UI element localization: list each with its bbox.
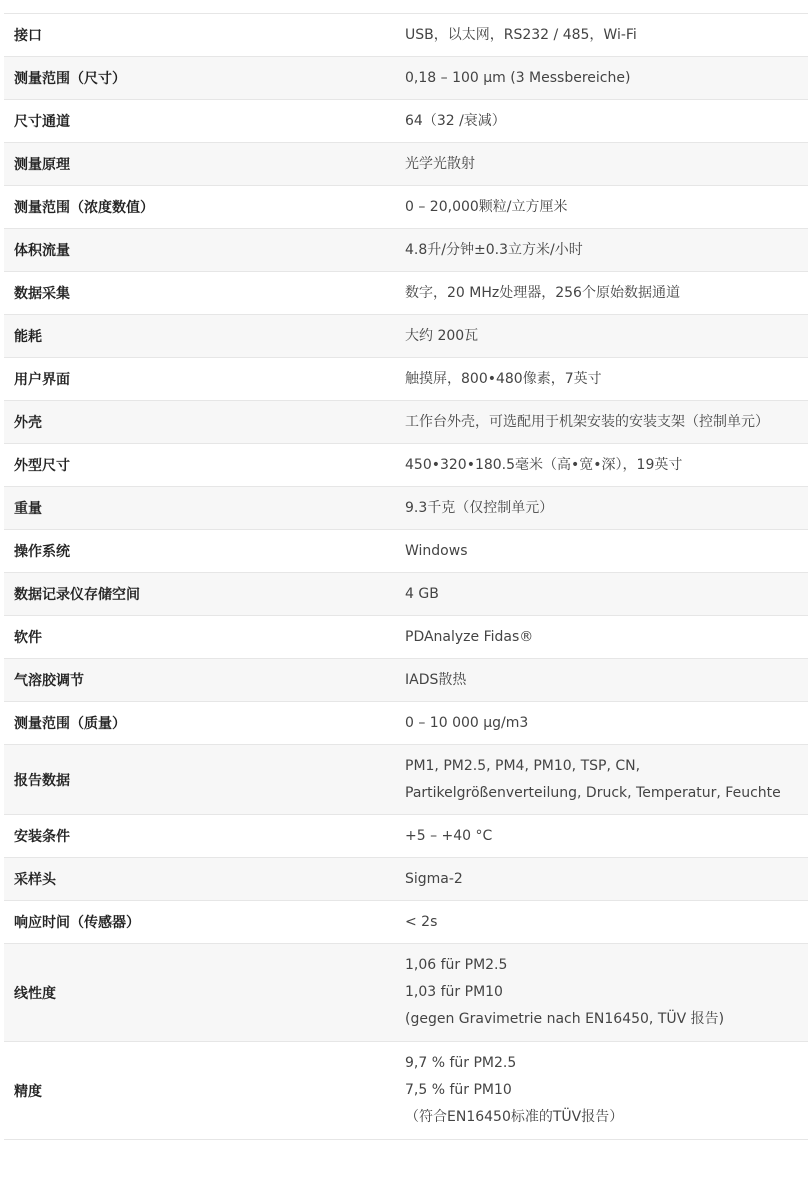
spec-label: 测量原理 bbox=[14, 157, 70, 173]
spec-row bbox=[4, 1042, 808, 1140]
spec-label: 操作系统 bbox=[14, 544, 70, 560]
spec-row bbox=[4, 659, 808, 702]
spec-label: 采样头 bbox=[14, 872, 56, 888]
spec-value bbox=[395, 487, 808, 530]
spec-label: 测量范围（质量） bbox=[14, 716, 126, 732]
spec-label: 线性度 bbox=[14, 985, 56, 1002]
spec-row bbox=[4, 702, 808, 745]
spec-value-line: (gegen Gravimetrie nach EN16450, TÜV 报告) bbox=[405, 1011, 725, 1027]
spec-value-line: 1,06 für PM2.5 bbox=[405, 957, 508, 973]
spec-value-line: 0,18 – 100 µm (3 Messbereiche) bbox=[405, 69, 631, 86]
spec-value-line: 64（32 /衰减） bbox=[405, 112, 506, 129]
spec-row bbox=[4, 444, 808, 487]
spec-value bbox=[395, 659, 808, 702]
spec-label: 报告数据 bbox=[14, 772, 70, 789]
spec-value bbox=[395, 573, 808, 616]
spec-value bbox=[395, 745, 808, 815]
spec-label: 测量范围（尺寸） bbox=[14, 71, 126, 87]
spec-value-line: +5 – +40 °C bbox=[405, 827, 493, 844]
spec-row bbox=[4, 100, 808, 143]
spec-row bbox=[4, 901, 808, 944]
spec-value-line: < 2s bbox=[405, 913, 438, 930]
spec-value bbox=[395, 944, 808, 1042]
spec-label: 外型尺寸 bbox=[14, 458, 70, 474]
spec-row bbox=[4, 858, 808, 901]
spec-value-line: 大约 200瓦 bbox=[405, 327, 479, 344]
spec-label: 精度 bbox=[14, 1083, 42, 1100]
spec-label: 接口 bbox=[14, 28, 42, 44]
spec-value-line: 触摸屏，800•480像素，7英寸 bbox=[405, 370, 602, 387]
spec-row bbox=[4, 186, 808, 229]
spec-value-line: 9,7 % für PM2.5 bbox=[405, 1055, 517, 1071]
spec-value bbox=[395, 858, 808, 901]
spec-row bbox=[4, 229, 808, 272]
spec-label: 软件 bbox=[14, 630, 42, 646]
spec-row bbox=[4, 272, 808, 315]
spec-value-line: Partikelgrößenverteilung, Druck, Temperatur, Feuchte bbox=[405, 784, 781, 801]
spec-row bbox=[4, 143, 808, 186]
spec-value-line: 光学光散射 bbox=[405, 155, 475, 172]
spec-label: 能耗 bbox=[14, 329, 42, 345]
spec-value bbox=[395, 14, 808, 57]
spec-value-line: PM1, PM2.5, PM4, PM10, TSP, CN, bbox=[405, 757, 641, 774]
spec-row bbox=[4, 616, 808, 659]
spec-value bbox=[395, 815, 808, 858]
spec-value-line: USB，以太网，RS232 / 485，Wi-Fi bbox=[405, 26, 637, 43]
spec-row bbox=[4, 745, 808, 815]
spec-row bbox=[4, 815, 808, 858]
spec-value bbox=[395, 901, 808, 944]
spec-value-line: 数字，20 MHz处理器，256个原始数据通道 bbox=[405, 284, 680, 301]
spec-label: 体积流量 bbox=[14, 243, 70, 259]
spec-label: 安装条件 bbox=[14, 829, 70, 845]
spec-label: 数据采集 bbox=[14, 286, 70, 302]
spec-label: 重量 bbox=[14, 501, 42, 517]
spec-value-line: 1,03 für PM10 bbox=[405, 984, 503, 1000]
spec-label: 响应时间（传感器） bbox=[14, 915, 140, 931]
spec-value-line: Sigma-2 bbox=[405, 870, 463, 887]
spec-label: 气溶胶调节 bbox=[14, 673, 84, 689]
spec-value-line: Windows bbox=[405, 542, 468, 559]
spec-row bbox=[4, 401, 808, 444]
spec-value-line: 7,5 % für PM10 bbox=[405, 1082, 512, 1098]
spec-row bbox=[4, 315, 808, 358]
spec-value bbox=[395, 315, 808, 358]
spec-table bbox=[4, 13, 808, 1140]
spec-value-line: 9.3千克（仅控制单元） bbox=[405, 499, 554, 516]
spec-value bbox=[395, 616, 808, 659]
spec-value bbox=[395, 1042, 808, 1140]
spec-value bbox=[395, 272, 808, 315]
spec-value-line: （符合EN16450标准的TÜV报告） bbox=[405, 1109, 624, 1125]
spec-value bbox=[395, 358, 808, 401]
spec-value bbox=[395, 702, 808, 745]
spec-label: 外壳 bbox=[14, 415, 42, 431]
spec-value-line: 0 – 20,000颗粒/立方厘米 bbox=[405, 198, 568, 215]
spec-row bbox=[4, 487, 808, 530]
spec-value bbox=[395, 401, 808, 444]
spec-value bbox=[395, 143, 808, 186]
spec-value bbox=[395, 444, 808, 487]
spec-row bbox=[4, 944, 808, 1042]
spec-label: 测量范围（浓度数值） bbox=[14, 200, 154, 216]
spec-value-line: 0 – 10 000 µg/m3 bbox=[405, 714, 529, 731]
spec-value-line: IADS散热 bbox=[405, 671, 467, 688]
spec-row bbox=[4, 14, 808, 57]
spec-value bbox=[395, 530, 808, 573]
spec-value-line: PDAnalyze Fidas® bbox=[405, 628, 534, 645]
spec-row bbox=[4, 530, 808, 573]
spec-table-body bbox=[4, 14, 808, 1140]
spec-row bbox=[4, 358, 808, 401]
spec-label: 尺寸通道 bbox=[14, 114, 70, 130]
spec-value bbox=[395, 100, 808, 143]
spec-value-line: 工作台外壳，可选配用于机架安装的安装支架（控制单元） bbox=[405, 413, 769, 430]
spec-value bbox=[395, 57, 808, 100]
spec-value-line: 4 GB bbox=[405, 585, 439, 602]
spec-value-line: 450•320•180.5毫米（高•宽•深），19英寸 bbox=[405, 456, 683, 473]
spec-value bbox=[395, 186, 808, 229]
spec-row bbox=[4, 573, 808, 616]
spec-value-line: 4.8升/分钟±0.3立方米/小时 bbox=[405, 241, 583, 258]
spec-label: 数据记录仪存储空间 bbox=[14, 587, 140, 603]
spec-label: 用户界面 bbox=[14, 372, 70, 388]
spec-value bbox=[395, 229, 808, 272]
spec-row bbox=[4, 57, 808, 100]
